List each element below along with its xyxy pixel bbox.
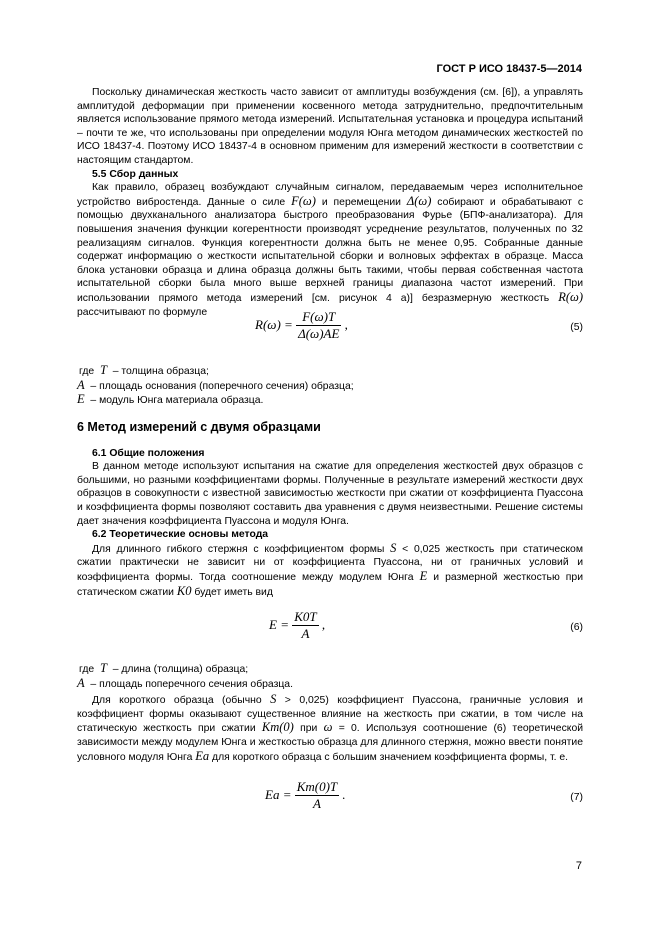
km0-symbol: Km(0) (261, 720, 294, 735)
omega-symbol: ω (323, 720, 333, 735)
displacement-symbol: Δ(ω) (406, 193, 432, 208)
section-6-2-heading: 6.2 Теоретические основы метода (92, 529, 269, 541)
formula-5-lhs: R(ω) = (255, 317, 293, 333)
legend-row: где T – толщина образца; (79, 363, 209, 377)
young-modulus-symbol: E (419, 568, 428, 583)
force-symbol: F(ω) (291, 193, 316, 208)
formula-5-number: (5) (570, 322, 583, 333)
section-5-5-paragraph: Как правило, образец возбуждают случайным сигналом, передаваемым через исполнительное устройство вибростенда. Данные о силе F(ω) и перемещении Δ(ω) собирают и обрабатывают с помощью двухканального анализатора быстрого преобразования Фурье (БПФ-анализатора). Для повышения значения функции когерентности производят усреднение результатов, полученных по 32 реализациям сигналов. Функция когерентности должна быть не менее 0,95. Собранные данные содержат информацию о жесткости испытательной сборки и волновых эффектах в образце. Масса блока установки образца и длина образца должны быть такими, чтобы первая собственная частота испытательной сборки была много выше верхней границы диапазона частот измерений. При использовании прямого метода измерений [см. рисунок 4 а)] безразмерную жесткость R(ω) рассчитывают по формуле (77, 182, 584, 318)
formula-6-lhs: E = (269, 617, 289, 633)
formula-7-number: (7) (570, 792, 583, 803)
formula-6-numerator: K0T (294, 609, 317, 624)
document-code-header: ГОСТ Р ИСО 18437-5—2014 (436, 63, 582, 75)
formula-7-lhs: Ea = (265, 787, 292, 803)
legend-row: где T – длина (толщина) образца; (79, 661, 249, 675)
formula-7: Ea = $\frac{Km(0)T}{A}$ . (7) (265, 779, 583, 811)
formula-6-legend (77, 662, 583, 764)
section-6-1-paragraph: В данном методе используют испытания на сжатие для определения жесткостей двух образцов с большими, но разными коэффициентами формы. Полученные в результате измерений жесткости двух образцов в совокупности с известной зависимостью жесткости при сжатии от коэффициента Пуассона и коэффициента формы позволяют составить два уравнения с двумя неизвестными. Решение системы дает значения коэффициента Пуассона и модуля Юнга. (77, 461, 583, 527)
legend-row: A – площадь основания (поперечного сечения) образца; (77, 377, 354, 392)
formula-5: R(ω) = $\frac{F(\omega)T}{\Delta(\omega)AE}$ , (5) (255, 309, 583, 341)
ea-symbol: Ea (195, 748, 210, 763)
formula-5-fraction (296, 310, 341, 340)
section-6-1-heading: 6.1 Общие положения (92, 447, 205, 459)
section-5-5-heading: 5.5 Сбор данных (92, 168, 179, 180)
shape-factor-symbol: S (390, 540, 397, 555)
section-6 (77, 421, 583, 599)
formula-7-fraction (295, 780, 339, 810)
formula-5-legend (77, 364, 583, 408)
stiffness-symbol: R(ω) (558, 289, 583, 304)
formula-7-denominator: A (312, 795, 321, 811)
formula-6-denominator: A (301, 625, 310, 641)
formula-5-denominator: Δ(ω)AE (298, 325, 340, 341)
formula-6: E = $\frac{K0T}{A}$ , (6) (269, 609, 583, 641)
page-number: 7 (575, 860, 582, 872)
intro-section (77, 86, 583, 319)
legend-row: E – модуль Юнга материала образца. (77, 392, 264, 407)
legend-row: A – площадь поперечного сечения образца. (77, 675, 293, 690)
formula-6-fraction (292, 610, 318, 640)
formula-6-number: (6) (570, 622, 583, 633)
section-6-heading: 6 Метод измерений с двумя образцами (77, 420, 321, 434)
formula-5-numerator: F(ω)T (296, 310, 341, 326)
section-6-2-paragraph-1: Для длинного гибкого стержня с коэффициентом формы S < 0,025 жесткость при статическом сжатии практически не зависит ни от коэффициента Пуассона, ни от граничных условий и коэффициента формы. Тогда соотношение между модулем Юнга E и размерной жесткостью при статическом сжатии K0 будет иметь вид (77, 540, 584, 598)
intro-paragraph: Поскольку динамическая жесткость часто зависит от амплитуды возбуждения (см. [6]), а управлять амплитудой деформации при применении косвенного метода затруднительно, предпочтительным является использование прямого метода измерений. Испытательная установка и процедура испытаний – почти те же, что использованы при определении модуля Юнга методом динамических жесткостей по ИСО 18437-4. Поэтому ИСО 18437-4 в основном применим для измерений жесткости в соответствии с настоящим стандартом. (77, 87, 583, 166)
section-6-2-paragraph-2: Для короткого образца (обычно S > 0,025) коэффициент Пуассона, граничные условия и коэффициент формы оказывают существенное влияние на жесткость при сжатии, в том числе на статическую жесткость при сжатии Km(0) при ω = 0. Используя соотношение (6) теоретической зависимости между модулем Юнга и жесткостью образца для длинного стержня, можно ввести понятие условного модуля Юнга Ea для короткого образца с большим значением коэффициента формы, т. е. (77, 692, 584, 763)
k0-symbol: K0 (176, 583, 192, 598)
formula-7-numerator: Km(0)T (296, 779, 338, 794)
